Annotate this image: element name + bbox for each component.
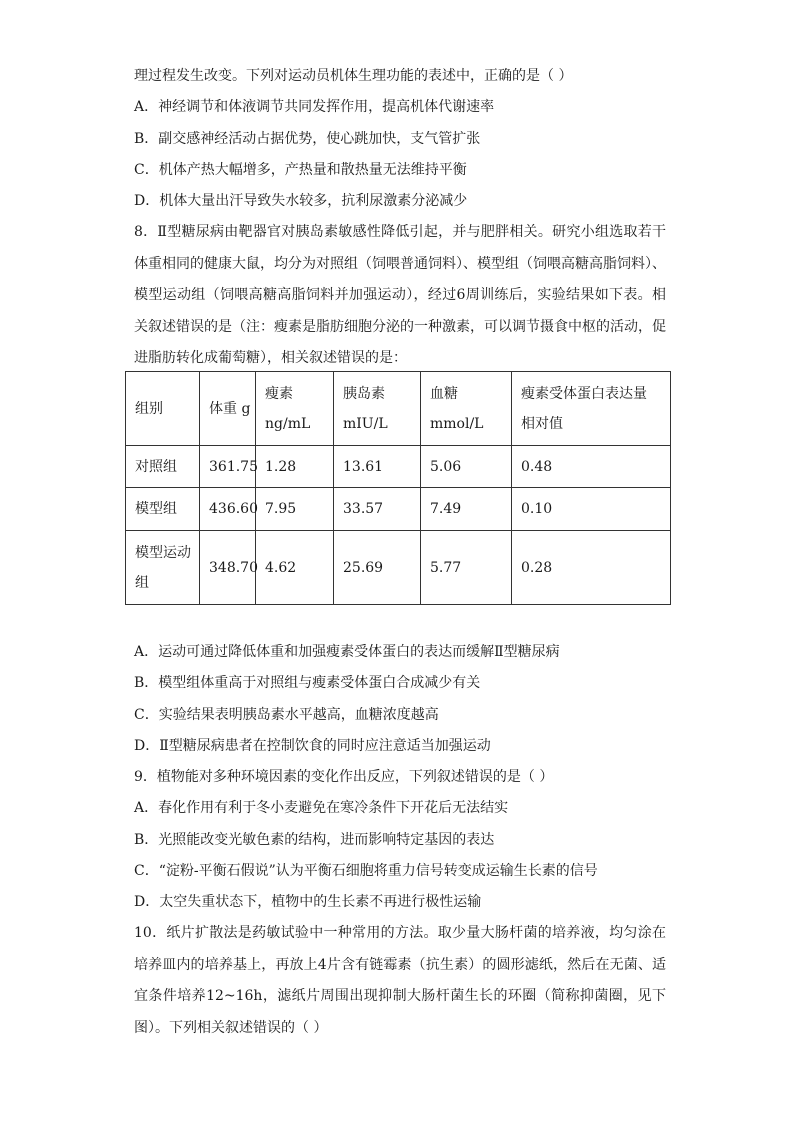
q7-option-d: D．机体大量出汗导致失水较多，抗利尿激素分泌减少 <box>134 193 468 209</box>
cell-group: 模型运动 组 <box>126 531 200 605</box>
q9-option-d: D．太空失重状态下，植物中的生长素不再进行极性运输 <box>134 894 482 910</box>
cell-weight: 436.60 <box>200 488 256 531</box>
cell-receptor: 0.10 <box>512 488 671 531</box>
cell-insulin: 25.69 <box>334 531 421 605</box>
q7-option-b: B．副交感神经活动占据优势，使心跳加快，支气管扩张 <box>134 131 481 147</box>
q8-option-a: A．运动可通过降低体重和加强瘦素受体蛋白的表达而缓解Ⅱ型糖尿病 <box>134 644 560 660</box>
cell-receptor: 0.48 <box>512 446 671 488</box>
q9-option-a: A．春化作用有利于冬小麦避免在寒冷条件下开花后无法结实 <box>134 800 509 816</box>
q7-option-c: C．机体产热大幅增多，产热量和散热量无法维持平衡 <box>134 162 467 178</box>
table-row <box>126 446 671 488</box>
cell-leptin: 7.95 <box>256 488 334 531</box>
cell-insulin: 13.61 <box>334 446 421 488</box>
cell-weight: 348.70 <box>200 531 256 605</box>
table-header-row <box>126 372 671 446</box>
cell-insulin: 33.57 <box>334 488 421 531</box>
cell-glucose: 5.77 <box>421 531 512 605</box>
table-row <box>126 488 671 531</box>
cell-glucose: 7.49 <box>421 488 512 531</box>
cell-glucose: 5.06 <box>421 446 512 488</box>
cell-leptin: 1.28 <box>256 446 334 488</box>
q8-option-c: C．实验结果表明胰岛素水平越高，血糖浓度越高 <box>134 707 439 723</box>
q9-stem: 9．植物能对多种环境因素的变化作出反应，下列叙述错误的是（ ） <box>134 769 554 785</box>
q9-option-b: B．光照能改变光敏色素的结构，进而影响特定基因的表达 <box>134 832 495 848</box>
q9-option-c: C．“淀粉-平衡石假说”认为平衡石细胞将重力信号转变成运输生长素的信号 <box>134 863 598 879</box>
header-glucose: 血糖 mmol/L <box>421 372 512 446</box>
q7-stem-tail: 理过程发生改变。下列对运动员机体生理功能的表述中，正确的是（ ） <box>134 68 573 84</box>
cell-group: 对照组 <box>126 446 200 488</box>
q8-stem: 8．Ⅱ型糖尿病由靶器官对胰岛素敏感性降低引起，并与肥胖相关。研究小组选取若干体重相同的健康大鼠，均分为对照组（饲喂普通饲料）、模型组（饲喂高糖高脂饲料）、模型运动组（饲喂高糖高脂饲料并加强运动），经过6周训练后，实验结果如下表。相关叙述错误的是（注：瘦素是脂肪细胞分泌的一种激素，可以调节摄食中枢的活动，促进脂肪转化成葡萄糖），相关叙述错误的是： <box>134 224 666 366</box>
table-row <box>126 531 671 605</box>
header-group: 组别 <box>126 372 200 446</box>
header-weight: 体重 g <box>200 372 256 446</box>
cell-leptin: 4.62 <box>256 531 334 605</box>
q8-option-d: D．Ⅱ型糖尿病患者在控制饮食的同时应注意适当加强运动 <box>134 738 491 754</box>
q8-option-b: B．模型组体重高于对照组与瘦素受体蛋白合成减少有关 <box>134 675 481 691</box>
header-receptor-expression: 瘦素受体蛋白表达量 相对值 <box>512 372 671 446</box>
cell-receptor: 0.28 <box>512 531 671 605</box>
cell-weight: 361.75 <box>200 446 256 488</box>
q7-option-a: A．神经调节和体液调节共同发挥作用，提高机体代谢速率 <box>134 99 495 115</box>
header-insulin: 胰岛素 mIU/L <box>334 372 421 446</box>
header-leptin: 瘦素 ng/mL <box>256 372 334 446</box>
cell-group: 模型组 <box>126 488 200 531</box>
q8-data-table <box>125 371 671 605</box>
q10-stem: 10．纸片扩散法是药敏试验中一种常用的方法。取少量大肠杆菌的培养液，均匀涂在培养皿内的培养基上，再放上4片含有链霉素（抗生素）的圆形滤纸，然后在无菌、适宜条件培养12~16h，滤纸片周围出现抑制大肠杆菌生长的环圈（简称抑菌圈，见下图）。下列相关叙述错误的（ ） <box>134 925 666 1036</box>
